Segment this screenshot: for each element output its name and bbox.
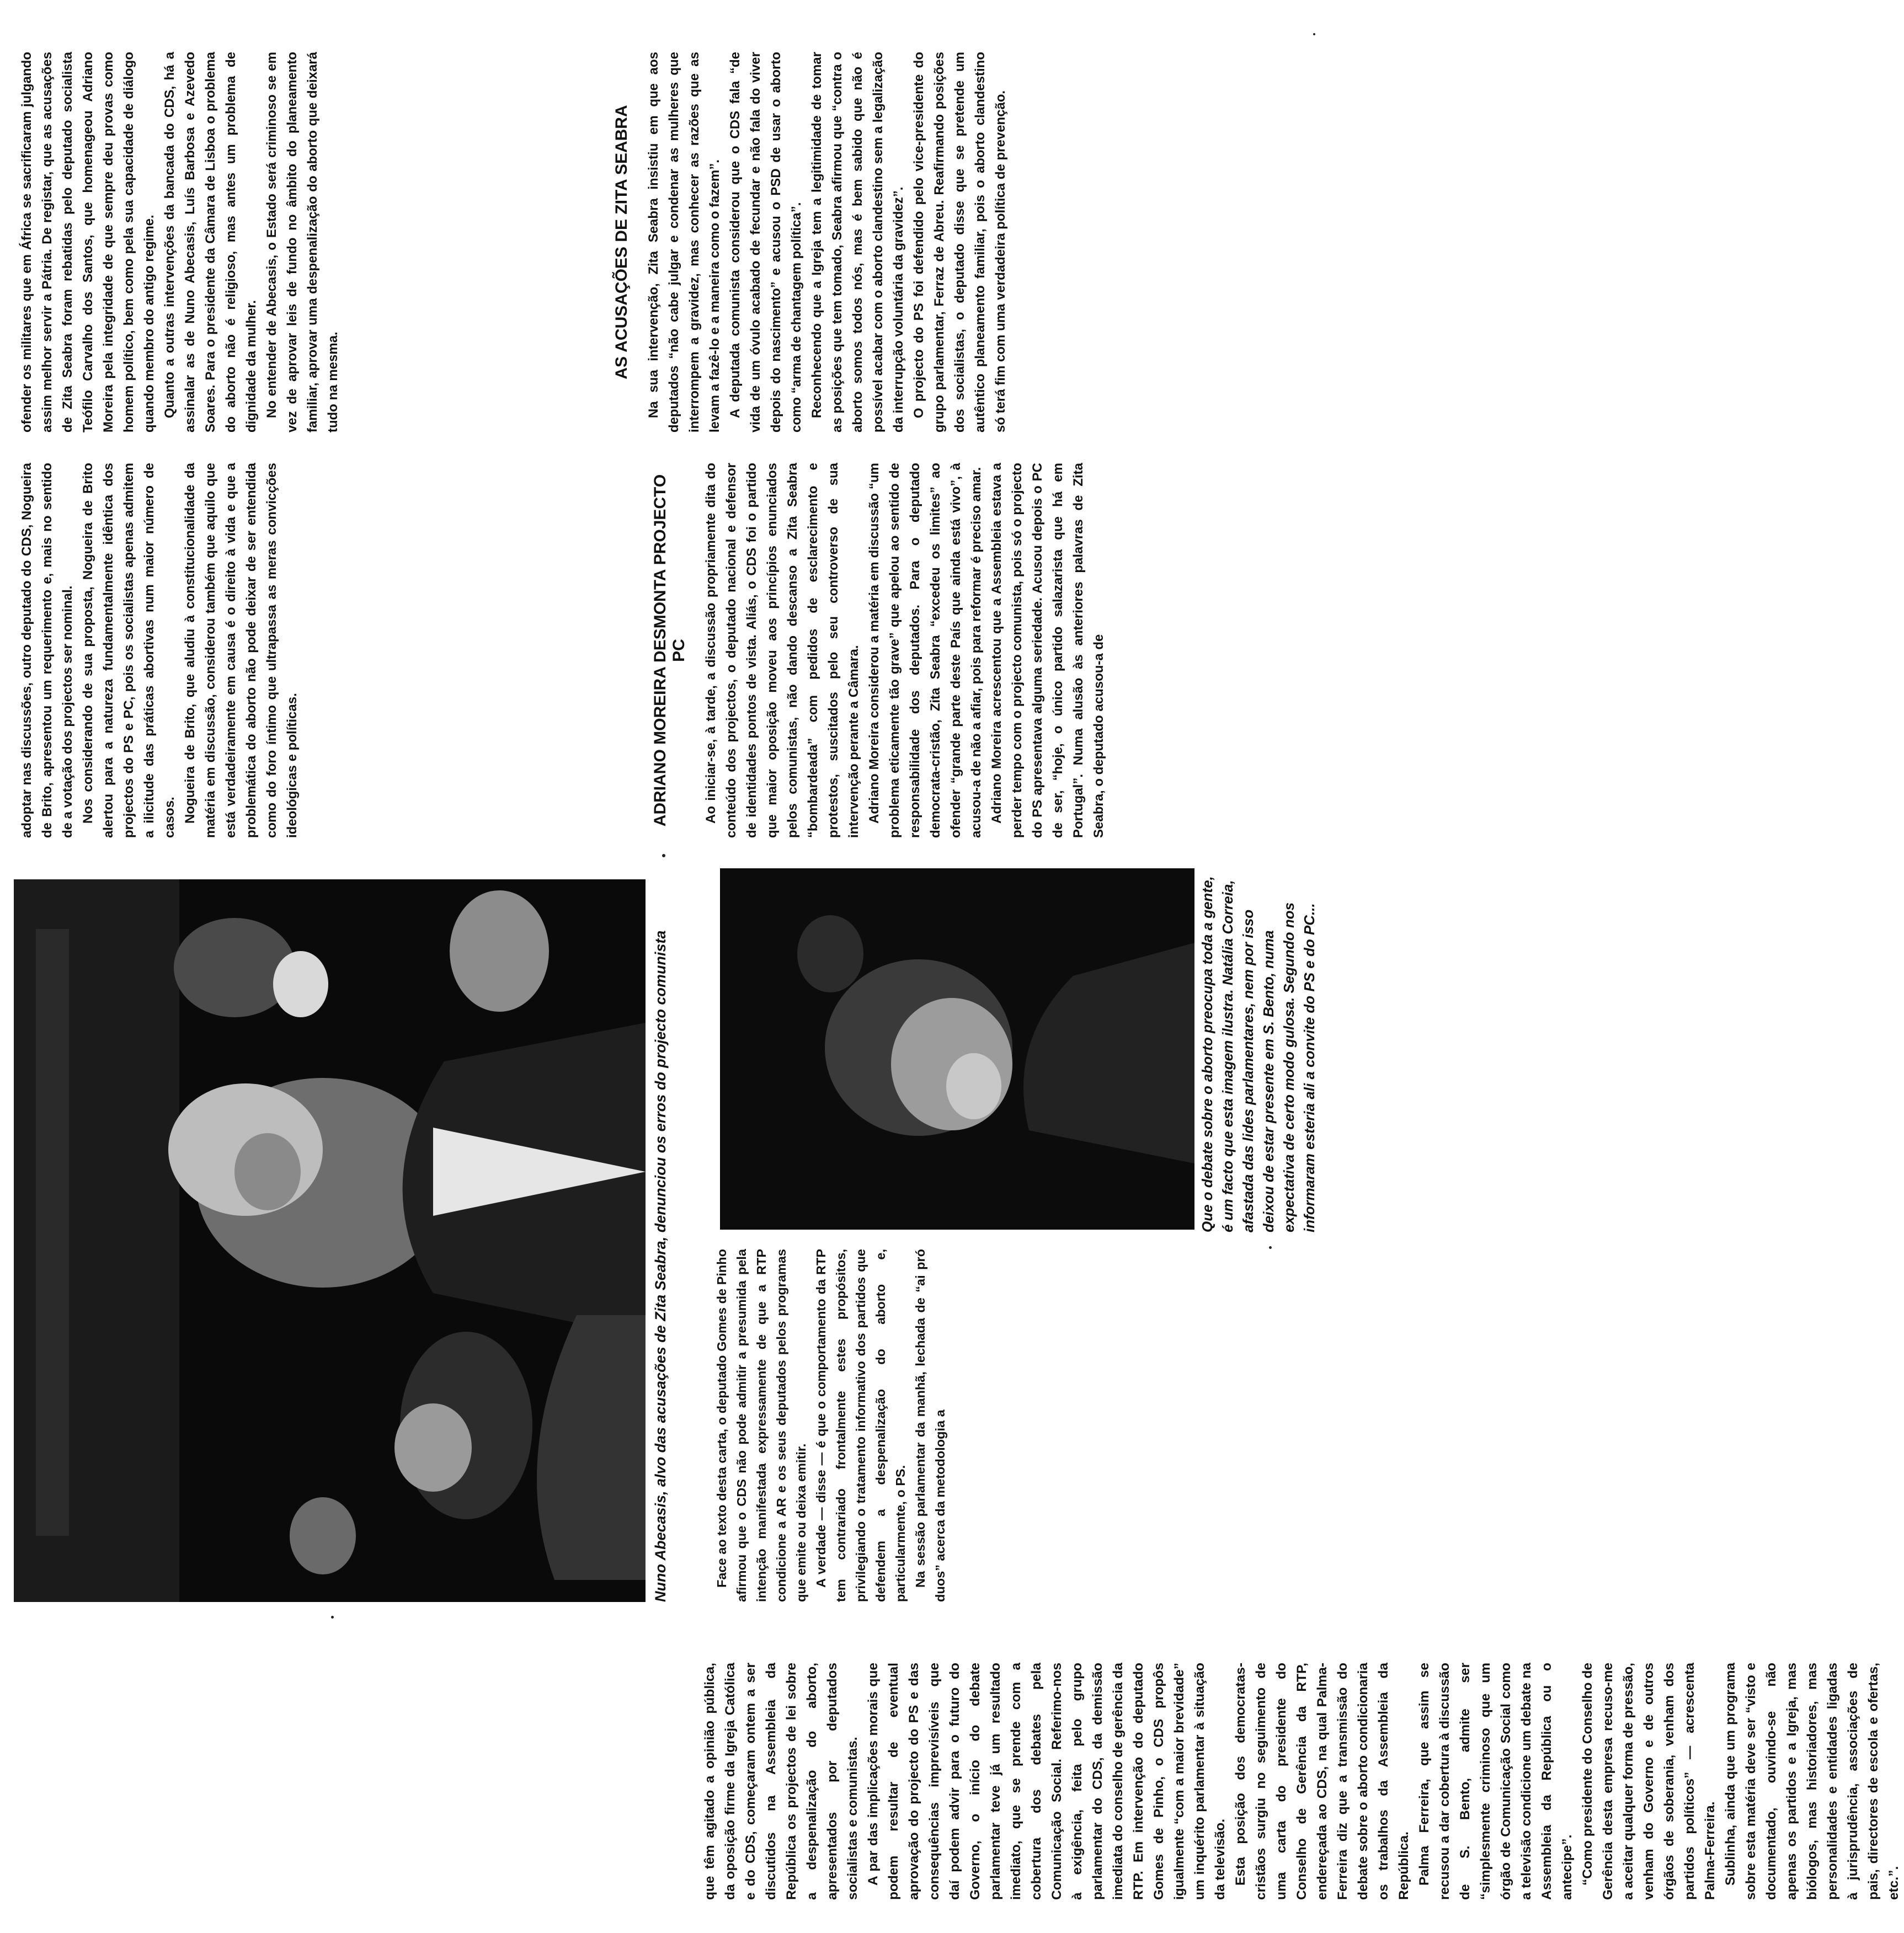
paragraph: Ao iniciar-se, à tarde, a discussão propriamente dita do conteúdo dos projectos, o deputado nacional e defensor de identidades pontos de vista. Aliás, o CDS foi o partido que maior oposição moveu aos princípios enunciados pelos comunistas, não dando descanso a Zita Seabra “bombardeada” com pedidos de esclarecimento e protestos, suscitados pelo seu controverso de sua intervenção perante a Câmara. (703, 463, 861, 838)
paragraph: adoptar nas discussões, outro deputado do CDS, Nogueira de Brito, apresentou um requerimento e, mais no sentido de a votação dos projectos ser nominal. (19, 463, 75, 838)
caption-body-text: Que o debate sobre o aborto preocupa toda a gente, é um facto que esta imagem ilustra. Natália Correia, afastada das lides parlamentares, nem por isso deixou de estar presente em S. Bento, numa expectativa de certo modo gulosa. Segundo nos informaram esteria ali a convite do PS e do PC... (1199, 876, 1318, 1232)
paragraph: Sublinha, ainda que um programa sobre esta matéria deve ser “visto e documentado, ouvindo-se não apenas os partidos e a Igreja, mas biólogos, mas historiadores, mas personalidades e entidades ligadas à jurisprudência, associações de pais, directores de escola e ofertas, etc.”. (1723, 1663, 1901, 1900)
article-column-3b (634, 463, 1341, 838)
paragraph: A verdade — disse — é que o comportamento da RTP tem contrariado frontalmente estes propósitos, privilegiando o tratamento informativo dos partidos que defendem a despenalização do aborto e, particularmente, o PS. (814, 1249, 908, 1602)
paragraph: Reconhecendo que a Igreja tem a legitimidade de tomar as posições que tem tomado, Seabra afirmou que “contra o aborto somos todos nós, mas é bem sabido que não é possível acabar com o aborto clandestino sem a legalização da interrupção voluntária da gravidez”. (809, 52, 906, 432)
section-heading-zita: AS ACUSAÇÕES DE ZITA SEABRA (612, 105, 631, 380)
paragraph: No entender de Abecasis, o Estado será criminoso se em vez de aprovar leis de fundo no âmbito do planeamento familiar, aprovar uma despenalização do aborto que deixará tudo na mesma. (264, 52, 340, 432)
main-photo (14, 879, 646, 1602)
scan-speck (1269, 1246, 1272, 1249)
paragraph: que têm agitado a opinião pública, da oposição firme da Igreja Católica e do CDS, começaram ontem a ser discutidos na Assembleia da República os projectos de lei sobre a despenalização do aborto, apresentados por deputados socialistas e comunistas. (702, 1663, 860, 1900)
section-heading-adriano: ADRIANO MOREIRA DESMONTA PROJECTO PC (651, 474, 688, 827)
paragraph: Palma Ferreira, que assim se recusou a dar cobertura à discussão de S. Bento, admite ser “simplesmente criminoso que um órgão de Comunicação Social como a televisão condicione um debate na Assembleia da República ou o antecipe”. (1417, 1663, 1575, 1900)
paragraph: Face ao texto desta carta, o deputado Gomes de Pinho afirmou que o CDS não pode admitir a presumida pela intenção manifestada expressamente de que a RTP condicione a AR e os seus deputados pelos programas que emite ou deixa emitir. (714, 1249, 808, 1602)
paragraph: Esta posição dos democratas-cristãos surgiu no seguimento de uma carta do presidente do Conselho de Gerência da RTP, endereçada ao CDS, na qual Palma-Ferreira diz que a transmissão do debate sobre o aborto condicionaria os trabalhos da Assembleia da República. (1233, 1663, 1411, 1900)
paragraph: A par das implicações morais que podem resultar de eventual aprovação do projecto do PS e das consequências imprevisíveis que daí podem advir para o futuro do Governo, o início do debate parlamentar teve já um resultado imediato, que se prende com a cobertura dos debates pela Comunicação Social. Referimo-nos à exigência, feita pelo grupo parlamentar do CDS, da demissão imediata do conselho de gerência da RTP. Em intervenção do deputado Gomes de Pinho, o CDS propôs igualmente “com a maior brevidade” um inquérito parlamentar à situação da televisão. (866, 1663, 1228, 1900)
paragraph: Adriano Moreira acrescentou que a Assembleia estava a perder tempo com o projecto comunista, pois só o projecto do PS apresentava alguma seriedade. Acusou depois o PC de ser, “hoje, o único partido salazarista que há em Portugal”. Numa alusão às anteriores palavras de Zita Seabra, o deputado acusou-a de (989, 463, 1106, 838)
article-column-1 (700, 1663, 1901, 1900)
main-photo-image (14, 879, 646, 1602)
paragraph: Na sua intervenção, Zita Seabra insistiu em que aos deputados “não cabe julgar e condenar as mulheres que interrompem a gravidez, mas conhecer as razões que as levam a fazê-lo e a maneira como o fazem”. (646, 52, 722, 432)
caption-lead-text: Nuno Abecasis, alvo das acusações de Zita Seabra, denunciou os erros do projecto comunista (652, 930, 669, 1602)
inset-photo-image (720, 868, 1194, 1230)
paragraph: Nos considerando de sua proposta, Nogueira de Brito alertou para a natureza fundamentalmente idêntica dos projectos do PS e PC, pois os socialistas apenas admitem a ilicitude das práticas abortivas num maior número de casos. (81, 463, 177, 838)
scan-speck (331, 1616, 334, 1619)
paragraph: A deputada comunista considerou que o CDS fala “de vida de um óvulo acabado de fecundar e não fala do viver depois do nascimento” e acusou o PSD de usar o aborto como “arma de chantagem política”. (728, 52, 804, 432)
paragraph: ofender os militares que em África se sacrificaram julgando assim melhor servir a Pátria. De registar, que as acusações de Zita Seabra foram rebatidas pelo deputado socialista Teófilo Carvalho dos Santos, que homenageou Adriano Moreira pela integridade de que sempre deu provas como homem político, bem como pela sua capacidade de diálogo quando membro do antigo regime. (19, 52, 157, 432)
paragraph: Na sessão parlamentar da manhã, lechada de “ai pró duos” acerca da metodologia a (913, 1249, 947, 1602)
paragraph: “Como presidente do Conselho de Gerência desta empresa recuso-me a aceitar qualquer forma de pressão, venham do Governo e de outros órgãos de soberania, venham dos partidos políticos” — acrescenta Palma-Ferreira. (1580, 1663, 1718, 1900)
caption-lead (650, 874, 693, 1602)
scan-speck (1313, 33, 1315, 35)
inset-photo (720, 868, 1194, 1230)
article-column-4b (596, 52, 1341, 432)
scan-speck (662, 854, 665, 857)
paragraph: Adriano Moreira considerou a matéria em discussão “um problema eticamente tão grave” que apelou ao sentido de responsabilidade dos deputados. Para o deputado democrata-cristão, Zita Seabra “excedeu os limites” ao ofender “grande parte deste País que ainda está vivo”, à acusou-a de não a afiar, pois para reformar é preciso amar. (867, 463, 984, 838)
paragraph: O projecto do PS foi defendido pelo vice-presidente do grupo parlamentar, Ferraz de Abreu. Reafirmando posições dos socialistas, o deputado disse que se pretende um autêntico planeamento familiar, pois o aborto clandestino só terá fim com uma verdadeira política de prevenção. (911, 52, 1008, 432)
article-column-3 (17, 463, 629, 838)
paragraph: Nogueira de Brito, que aludiu à constitucionalidade da matéria em discussão, considerou também que aquilo que está verdadeiramente em causa é o direito à vida e que a problemática do aborto não pode deixar de ser entendida como do foro íntimo que ultrapassa as meras convicções ideológicas e políticas. (183, 463, 300, 838)
article-column-4 (17, 52, 590, 432)
article-column-2 (712, 1249, 1335, 1602)
inset-photo-caption (1197, 866, 1335, 1232)
paragraph: Quanto a outras intervenções da bancada do CDS, há a assinalar as de Nuno Abecasis, Luís Barbosa e Azevedo Soares. Para o presidente da Câmara de Lisboa o problema do aborto não é religioso, mas antes um problema de dignidade da mulher. (162, 52, 259, 432)
